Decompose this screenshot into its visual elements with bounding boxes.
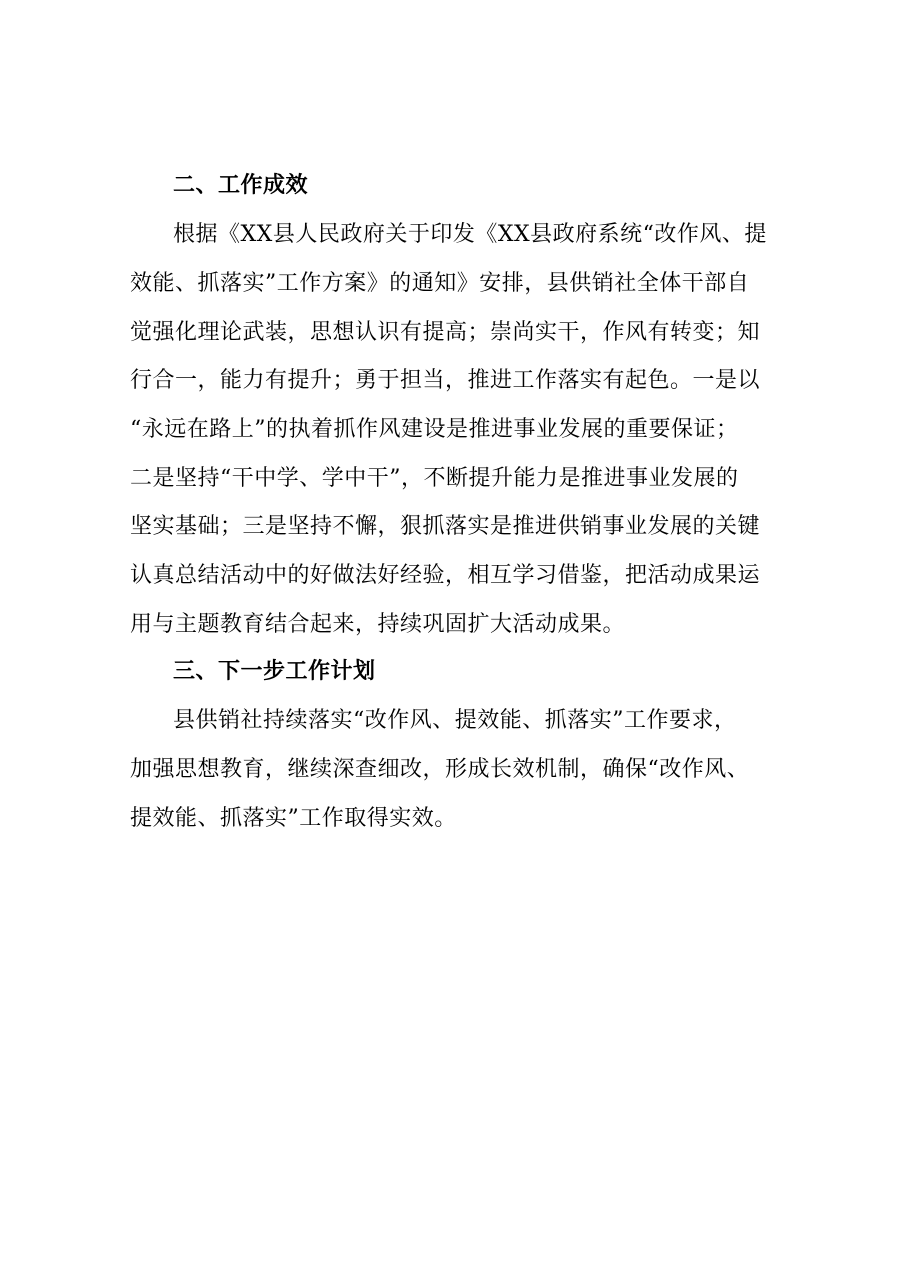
section-heading-next-plan: 三、下一步工作计划 <box>173 659 376 684</box>
paragraph-line: “永远在路上”的执着抓作风建设是推进事业发展的重要保证； <box>130 417 739 442</box>
paragraph-line: 行合一，能力有提升；勇于担当，推进工作落实有起色。一是以 <box>130 368 761 393</box>
paragraph-line: 坚实基础；三是坚持不懈，狠抓落实是推进供销事业发展的关键 <box>130 514 761 539</box>
paragraph-line: 县供销社持续落实“改作风、提效能、抓落实”工作要求， <box>173 708 737 733</box>
paragraph-line: 认真总结活动中的好做法好经验，相互学习借鉴，把活动成果运 <box>130 563 761 588</box>
paragraph-line: 二是坚持“干中学、学中干”，不断提升能力是推进事业发展的 <box>130 466 739 491</box>
paragraph-line: 效能、抓落实”工作方案》的通知》安排，县供销社全体干部自 <box>130 271 750 296</box>
paragraph-line: 根据《XX县人民政府关于印发《XX县政府系统“改作风、提 <box>173 222 767 247</box>
paragraph-line: 觉强化理论武装，思想认识有提高；崇尚实干，作风有转变；知 <box>130 320 761 345</box>
paragraph-line: 用与主题教育结合起来，持续巩固扩大活动成果。 <box>130 612 626 637</box>
section-heading-results: 二、工作成效 <box>173 173 309 198</box>
paragraph-line: 加强思想教育，继续深查细改，形成长效机制，确保“改作风、 <box>130 757 750 782</box>
paragraph-line: 提效能、抓落实”工作取得实效。 <box>130 806 457 831</box>
